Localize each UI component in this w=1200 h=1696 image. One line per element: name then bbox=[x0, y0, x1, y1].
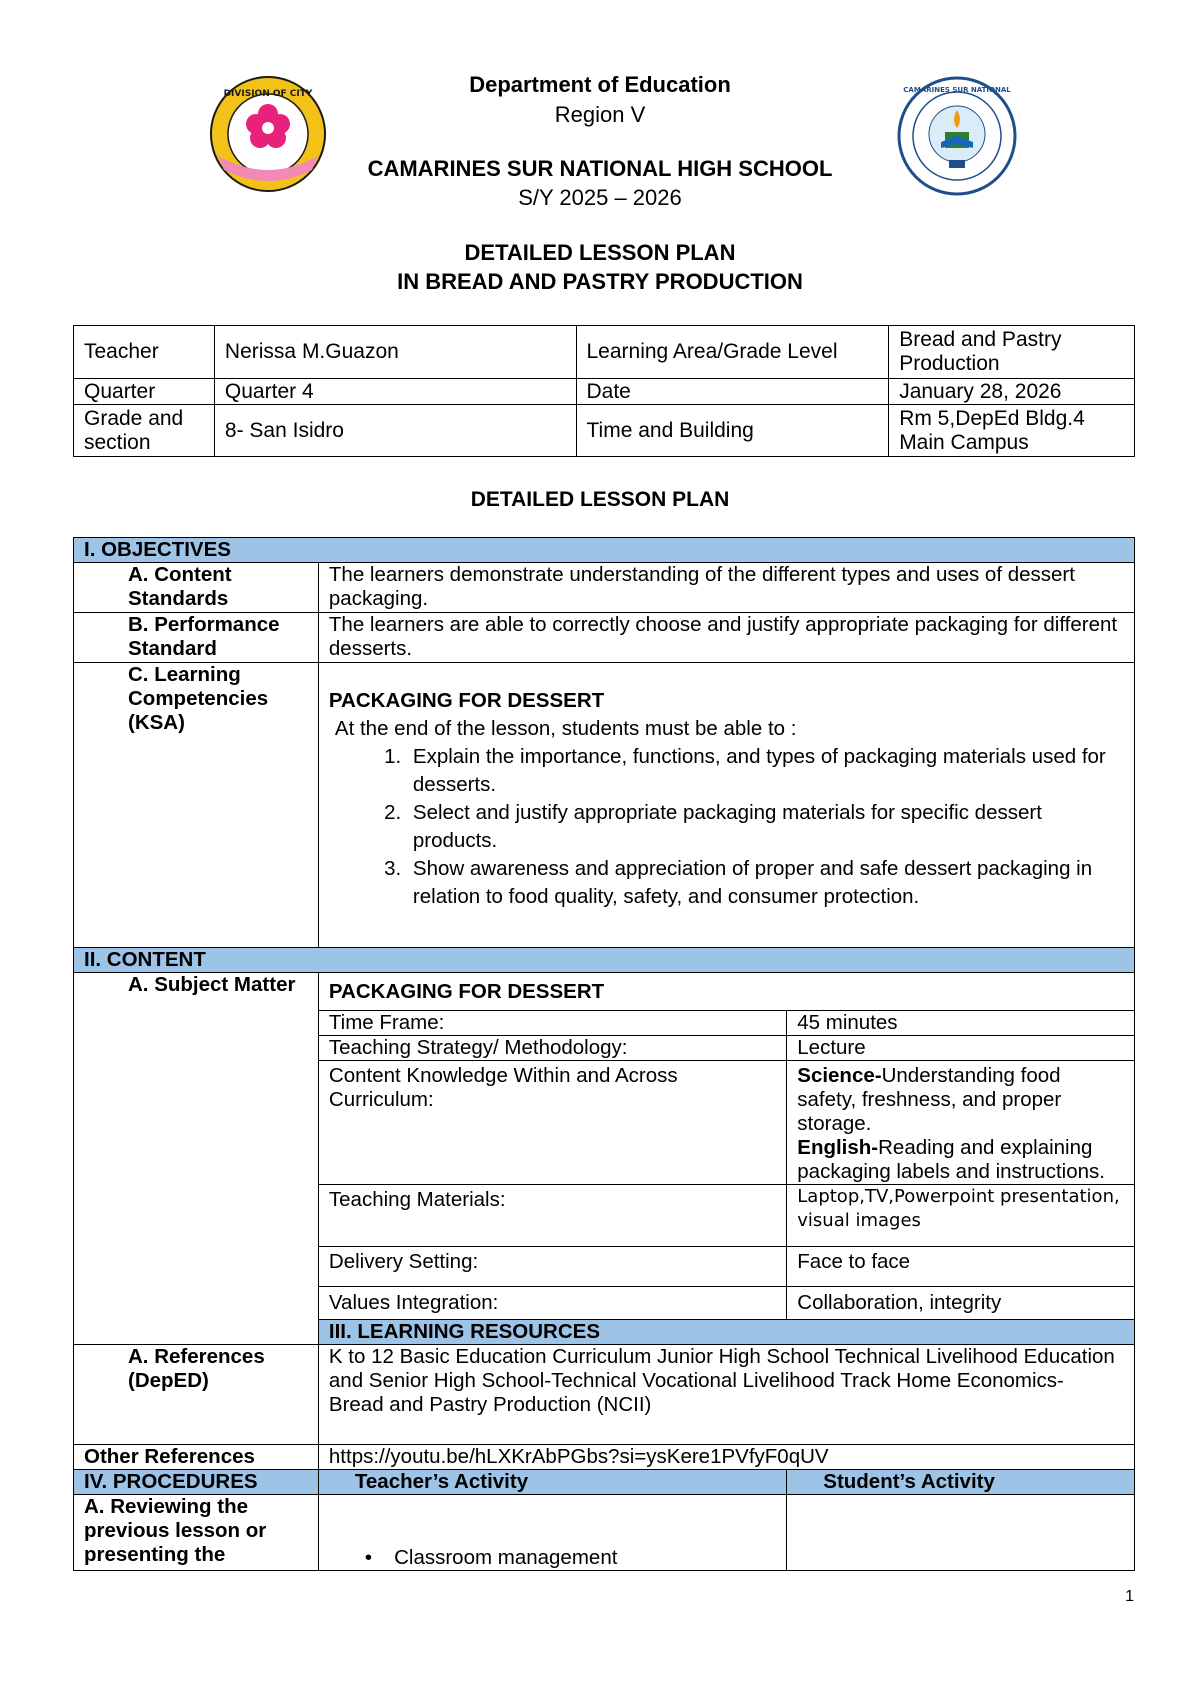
quarter-label: Quarter bbox=[74, 379, 215, 405]
content-standards-label: A. Content Standards bbox=[74, 563, 319, 613]
area-label: Learning Area/Grade Level bbox=[576, 326, 889, 379]
region-name: Region V bbox=[554, 102, 646, 127]
info-table bbox=[73, 325, 1135, 457]
competency-item: 1. Explain the importance, functions, and types of packaging materials used for desserts. bbox=[407, 743, 1124, 799]
svg-text:DIVISION OF CITY: DIVISION OF CITY bbox=[223, 89, 313, 99]
svg-text:CAMARINES SUR NATIONAL: CAMARINES SUR NATIONAL bbox=[903, 86, 1011, 94]
teacher-label: Teacher bbox=[74, 326, 215, 379]
bullet-icon: • bbox=[364, 1546, 373, 1569]
english-text: Reading and explaining packaging labels and instructions. bbox=[797, 1136, 1105, 1183]
student-activity-header: Student’s Activity bbox=[787, 1470, 1135, 1495]
section-resources: III. LEARNING RESOURCES bbox=[318, 1320, 1134, 1345]
teacher-value: Nerissa M.Guazon bbox=[214, 326, 576, 379]
area-value: Bread and Pastry Production bbox=[889, 326, 1135, 379]
title-line-2: IN BREAD AND PASTRY PRODUCTION bbox=[397, 269, 803, 294]
time-frame-value: 45 minutes bbox=[787, 1011, 1135, 1036]
references-label: A. References (DepED) bbox=[74, 1345, 319, 1445]
subject-matter-value: PACKAGING FOR DESSERT bbox=[318, 973, 1134, 1011]
competencies-label: C. Learning Competencies (KSA) bbox=[74, 663, 319, 948]
title-line-1: DETAILED LESSON PLAN bbox=[464, 240, 736, 265]
procedure-a-label: A. Reviewing the previous lesson or presenting the bbox=[74, 1495, 319, 1571]
competencies-intro: At the end of the lesson, students must be able to : bbox=[334, 717, 797, 740]
performance-standard-label: B. Performance Standard bbox=[74, 613, 319, 663]
grade-value: 8- San Isidro bbox=[214, 405, 576, 457]
english-tag: English- bbox=[797, 1136, 879, 1159]
section-procedures: IV. PROCEDURES bbox=[74, 1470, 319, 1495]
other-references-label: Other References bbox=[74, 1445, 319, 1470]
grade-label: Grade and section bbox=[74, 405, 215, 457]
lesson-plan-table bbox=[73, 537, 1135, 1571]
performance-standard-value: The learners are able to correctly choose and justify appropriate packaging for different desserts. bbox=[318, 613, 1134, 663]
department-name: Department of Education bbox=[469, 72, 731, 97]
subject-matter-label: A. Subject Matter bbox=[74, 973, 319, 1345]
content-standards-value bbox=[318, 563, 1134, 613]
time-frame-label: Time Frame: bbox=[318, 1011, 786, 1036]
school-year: S/Y 2025 – 2026 bbox=[518, 185, 682, 210]
competencies-title: PACKAGING FOR DESSERT bbox=[328, 689, 605, 712]
science-tag: Science- bbox=[797, 1064, 882, 1087]
date-value: January 28, 2026 bbox=[889, 379, 1135, 405]
competencies-cell bbox=[318, 663, 1134, 948]
plan-heading: DETAILED LESSON PLAN bbox=[470, 488, 730, 511]
procedure-a-teacher bbox=[318, 1495, 786, 1571]
teaching-materials-label: Teaching Materials: bbox=[318, 1185, 786, 1247]
quarter-value: Quarter 4 bbox=[214, 379, 576, 405]
strategy-value: Lecture bbox=[787, 1036, 1135, 1061]
values-integration-value: Collaboration, integrity bbox=[787, 1287, 1135, 1320]
competency-item: 3. Show awareness and appreciation of proper and safe dessert packaging in relation to food quality, safety, and consumer protection. bbox=[407, 855, 1124, 911]
content-knowledge-label: Content Knowledge Within and Across Curriculum: bbox=[318, 1061, 786, 1185]
procedure-a-student bbox=[787, 1495, 1135, 1571]
strategy-label: Teaching Strategy/ Methodology: bbox=[318, 1036, 786, 1061]
content-knowledge-value bbox=[787, 1061, 1135, 1185]
delivery-setting-value: Face to face bbox=[787, 1247, 1135, 1287]
date-label: Date bbox=[576, 379, 889, 405]
competencies-list bbox=[329, 743, 1124, 911]
section-objectives: I. OBJECTIVES bbox=[74, 538, 1135, 563]
content-standards-text: The learners demonstrate understanding of the different types and uses of dessert packaging. bbox=[328, 563, 1075, 610]
school-name: CAMARINES SUR NATIONAL HIGH SCHOOL bbox=[367, 156, 833, 181]
other-references-link[interactable]: https://youtu.be/hLXKrAbPGbs?si=ysKere1PVfyF0qUV bbox=[318, 1445, 1134, 1470]
section-content: II. CONTENT bbox=[74, 948, 1135, 973]
time-value: Rm 5,DepEd Bldg.4 Main Campus bbox=[889, 405, 1135, 457]
teaching-materials-value: Laptop,TV,Powerpoint presentation, visual images bbox=[787, 1185, 1135, 1247]
delivery-setting-label: Delivery Setting: bbox=[318, 1247, 786, 1287]
procedure-a-bullet: Classroom management bbox=[394, 1546, 618, 1569]
values-integration-label: Values Integration: bbox=[318, 1287, 786, 1320]
teacher-activity-header: Teacher’s Activity bbox=[318, 1470, 786, 1495]
references-value: K to 12 Basic Education Curriculum Junior High School Technical Livelihood Education and Senior High School-Technical Vocational Livelihood Track Home Economics- Bread and Pastry Production (NCII) bbox=[318, 1345, 1134, 1445]
page-number: 1 bbox=[1125, 1588, 1134, 1605]
competency-item: 2. Select and justify appropriate packaging materials for specific dessert products. bbox=[407, 799, 1124, 855]
science-text: Understanding food safety, freshness, and proper storage. bbox=[797, 1064, 1062, 1135]
time-label: Time and Building bbox=[576, 405, 889, 457]
